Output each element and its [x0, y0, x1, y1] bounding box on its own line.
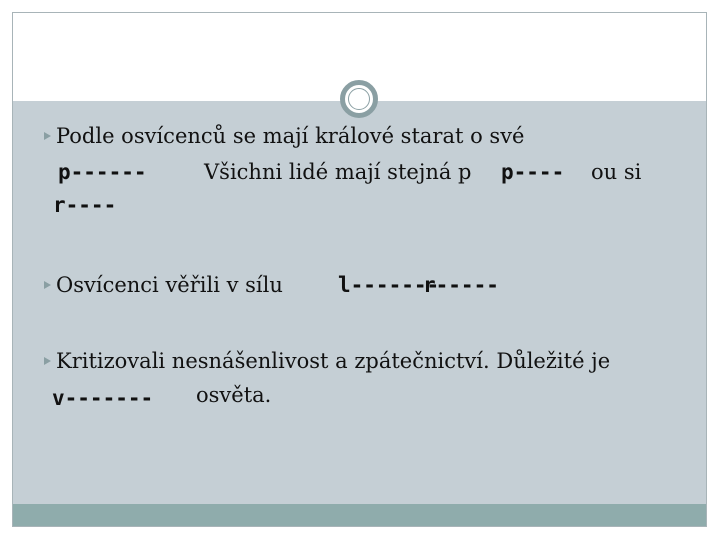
bullet-3-line-1: Kritizovali nesnášenlivost a zpátečnictví. Důležité je: [56, 349, 611, 373]
bullet-1-text-3: ou si: [591, 160, 642, 184]
bullet-marker-icon: [44, 357, 51, 365]
bullet-1-blank-2: p----: [501, 160, 565, 184]
decorative-circle-icon: [340, 80, 378, 118]
bullet-3-text-2: osvěta.: [196, 383, 272, 407]
bullet-1-text-2: Všichni lidé mají stejná p: [204, 160, 472, 184]
bullet-2-blank-1: l-------: [338, 273, 440, 297]
bullet-1-line-1: Podle osvícenců se mají králové starat o své: [56, 124, 525, 148]
bullet-2-blank-2: r-----: [423, 273, 499, 297]
bullet-3-blank-1: v-------: [52, 386, 154, 410]
bullet-marker-icon: [44, 132, 51, 140]
bullet-marker-icon: [44, 281, 51, 289]
bullet-1-blank-3: r----: [53, 193, 117, 217]
bullet-2-text-1: Osvícenci věřili v sílu: [56, 273, 283, 297]
bullet-1-blank-1: p------: [58, 160, 147, 184]
slide-footer-bar: [13, 504, 706, 526]
